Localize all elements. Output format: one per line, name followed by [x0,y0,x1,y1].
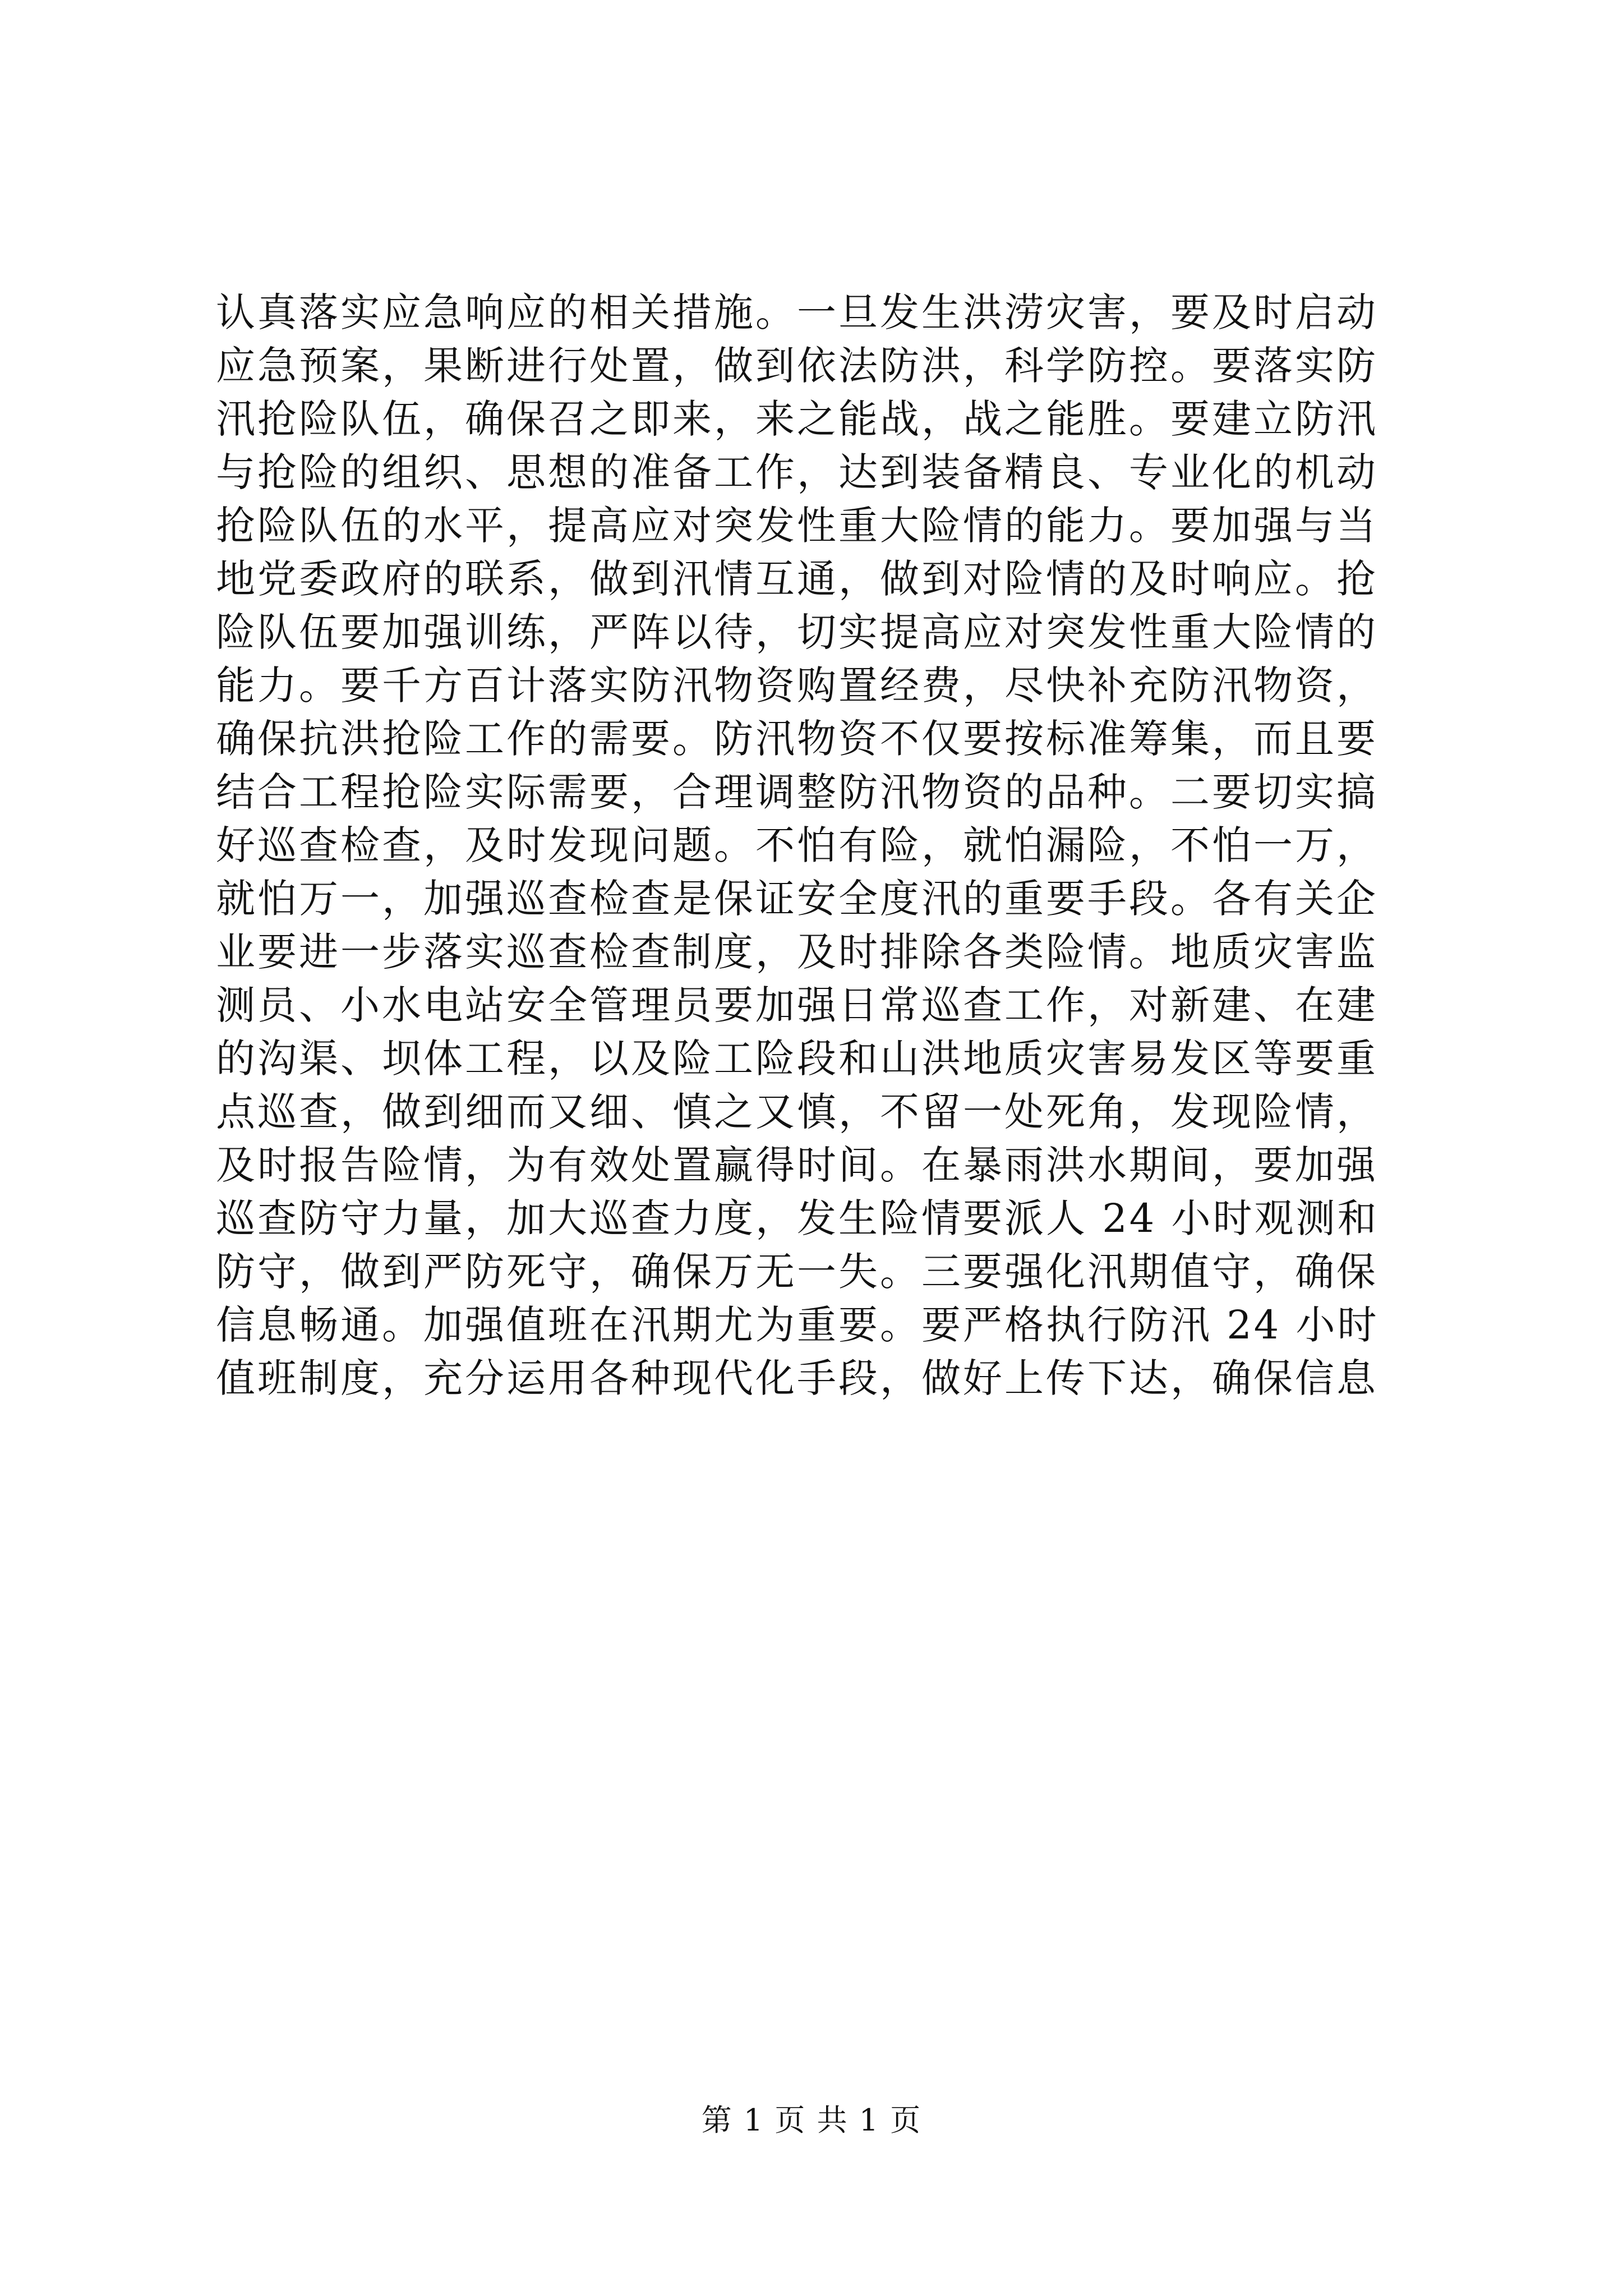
page-number-label: 第 1 页 共 1 页 [701,2102,922,2138]
text-line: 的沟渠、坝体工程，以及险工险段和山洪地质灾害易发区等要重 [216,1036,1378,1082]
text-line: 值班制度，充分运用各种现代化手段，做好上传下达，确保信息 [216,1355,1378,1401]
text-line: 认真落实应急响应的相关措施。一旦发生洪涝灾害，要及时启动 [216,289,1378,335]
text-line: 及时报告险情，为有效处置赢得时间。在暴雨洪水期间，要加强 [216,1142,1378,1188]
text-line: 信息畅通。加强值班在汛期尤为重要。要严格执行防汛 24 小时 [216,1302,1379,1348]
text-line: 与抢险的组织、思想的准备工作，达到装备精良、专业化的机动 [216,449,1378,495]
page-footer [0,2098,1623,2143]
text-line: 能力。要千方百计落实防汛物资购置经费，尽快补充防汛物资， [216,662,1378,708]
text-line: 好巡查检查，及时发现问题。不怕有险，就怕漏险，不怕一万， [216,822,1378,868]
text-line: 地党委政府的联系，做到汛情互通，做到对险情的及时响应。抢 [216,556,1378,602]
text-line: 抢险队伍的水平，提高应对突发性重大险情的能力。要加强与当 [216,503,1378,549]
text-line: 业要进一步落实巡查检查制度，及时排除各类险情。地质灾害监 [216,929,1378,975]
text-line: 点巡查，做到细而又细、慎之又慎，不留一处死角，发现险情， [216,1089,1378,1135]
text-line: 防守，做到严防死守，确保万无一失。三要强化汛期值守，确保 [216,1249,1378,1295]
text-line: 测员、小水电站安全管理员要加强日常巡查工作，对新建、在建 [216,982,1378,1028]
text-line: 确保抗洪抢险工作的需要。防汛物资不仅要按标准筹集，而且要 [216,716,1378,762]
text-line: 应急预案，果断进行处置，做到依法防洪，科学防控。要落实防 [216,343,1378,389]
text-line: 险队伍要加强训练，严阵以待，切实提高应对突发性重大险情的 [216,609,1378,655]
text-line: 就怕万一，加强巡查检查是保证安全度汛的重要手段。各有关企 [216,876,1378,922]
text-line: 巡查防守力量，加大巡查力度，发生险情要派人 24 小时观测和 [216,1195,1379,1241]
text-line: 结合工程抢险实际需要，合理调整防汛物资的品种。二要切实搞 [216,769,1378,815]
body-text [216,286,1438,1405]
text-line: 汛抢险队伍，确保召之即来，来之能战，战之能胜。要建立防汛 [216,396,1378,442]
